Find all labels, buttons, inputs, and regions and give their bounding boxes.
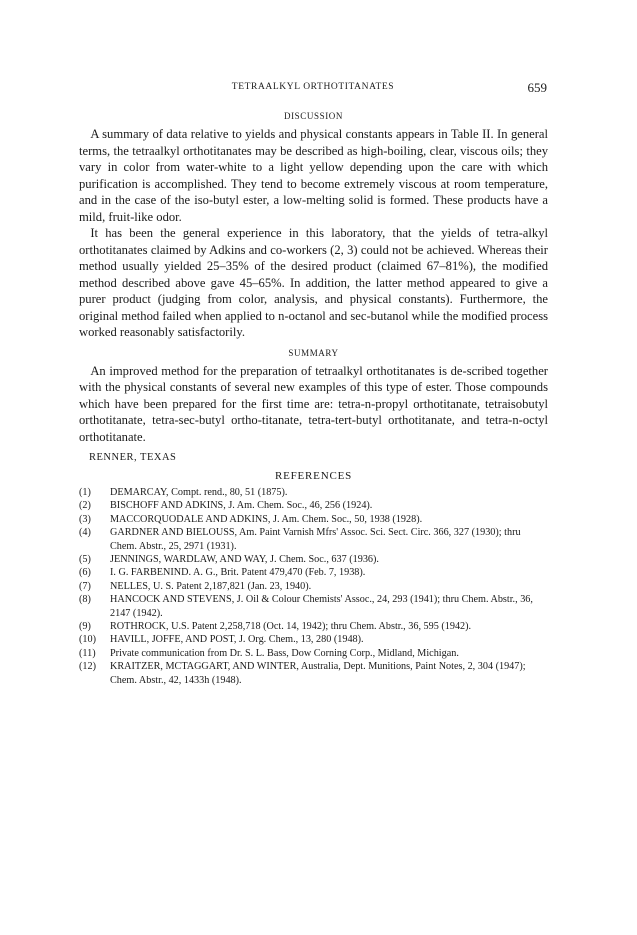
reference-text: BISCHOFF AND ADKINS, J. Am. Chem. Soc., 46, 256 (1924).: [110, 500, 373, 512]
summary-section: [79, 347, 548, 446]
summary-paragraph: An improved method for the preparation of tetraalkyl orthotitanates is de-scribed together with the physical constants of several new examples of this type of ester. Those compounds which have been prepared for the first time are: tetra-n-propyl orthotitanate, tetraisobutyl orthotitanate, tetra-sec-butyl ortho-titanate, tetra-tert-butyl orthotitanate, and tetra-n-octyl orthotitanate.: [79, 363, 548, 444]
reference-text: NELLES, U. S. Patent 2,187,821 (Jan. 23, 1940).: [110, 580, 312, 592]
references-section: [79, 469, 548, 687]
page-header: [79, 80, 547, 96]
reference-text: Private communication from Dr. S. L. Bass, Dow Corning Corp., Midland, Michigan.: [110, 647, 459, 659]
reference-item: [79, 553, 548, 566]
reference-text: ROTHROCK, U.S. Patent 2,258,718 (Oct. 14, 1942); thru Chem. Abstr., 36, 595 (1942).: [110, 621, 472, 633]
reference-number: (11): [79, 647, 96, 659]
running-title: TETRAALKYL ORTHOTITANATES: [231, 82, 395, 92]
reference-text: HANCOCK AND STEVENS, J. Oil & Colour Chemists' Assoc., 24, 293 (1941); thru Chem. Abstr., 36, 2147 (1942).: [110, 594, 533, 619]
reference-text: HAVILL, JOFFE, AND POST, J. Org. Chem., 13, 280 (1948).: [110, 634, 364, 646]
references-heading: REFERENCES: [274, 470, 353, 482]
reference-list: [79, 486, 548, 687]
reference-number: (8): [79, 594, 91, 606]
reference-number: (6): [79, 567, 91, 579]
reference-number: (10): [79, 634, 96, 646]
page-number: 659: [527, 80, 547, 95]
reference-number: (7): [79, 580, 91, 592]
author-location: RENNER, TEXAS: [89, 452, 177, 463]
reference-number: (5): [79, 554, 91, 566]
reference-text: I. G. FARBENIND. A. G., Brit. Patent 479,470 (Feb. 7, 1938).: [110, 567, 366, 579]
reference-item: [79, 580, 548, 593]
reference-item: [79, 513, 548, 526]
article-body: [79, 110, 548, 687]
reference-number: (1): [79, 487, 91, 498]
discussion-section: [79, 110, 548, 341]
reference-text: KRAITZER, MCTAGGART, AND WINTER, Australia, Dept. Munitions, Paint Notes, 2, 304 (1947); Chem. Abstr., 42, 1433h (1948).: [110, 661, 526, 686]
discussion-heading: DISCUSSION: [283, 111, 343, 121]
discussion-paragraph-2: It has been the general experience in this laboratory, that the yields of tetra-alkyl orthotitanates claimed by Adkins and co-workers (2, 3) could not be achieved. Whereas their method usually yielded 25–35% of the desired product (claimed 67–81%), the modified method described above gave 45–65%. In addition, the latter method appeared to give a purer product (judging from color, analysis, and physical constants). Furthermore, the original method failed when applied to n-octanol and sec-butanol while the modified process worked reasonably satisfactorily.: [79, 226, 548, 339]
reference-text: JENNINGS, WARDLAW, AND WAY, J. Chem. Soc., 637 (1936).: [110, 554, 379, 566]
reference-number: (2): [79, 500, 91, 512]
reference-item: [79, 486, 548, 499]
reference-item: [79, 593, 548, 620]
reference-number: (12): [79, 661, 96, 673]
reference-item: [79, 620, 548, 633]
reference-item: [79, 526, 548, 553]
reference-text: MACCORQUODALE AND ADKINS, J. Am. Chem. Soc., 50, 1938 (1928).: [110, 513, 423, 525]
reference-text: GARDNER AND BIELOUSS, Am. Paint Varnish Mfrs' Assoc. Sci. Sect. Circ. 366, 327 (1930); thru Chem. Abstr., 25, 2971 (1931).: [110, 527, 521, 552]
reference-number: (9): [79, 621, 91, 633]
reference-item: [79, 566, 548, 579]
reference-item: [79, 660, 548, 687]
discussion-paragraph-1: A summary of data relative to yields and physical constants appears in Table II. In general terms, the tetraalkyl orthotitanates may be described as high-boiling, clear, viscous oils; they vary in color from water-white to a light yellow depending upon the care with which purification is accomplished. They tend to become extremely viscous at room temperature, and in the case of the iso-butyl ester, a low-melting solid is formed. These products have a mild, fruit-like odor.: [79, 127, 548, 224]
summary-heading: SUMMARY: [288, 347, 339, 358]
reference-number: (3): [79, 513, 91, 525]
reference-number: (4): [79, 527, 91, 539]
reference-text: DEMARCAY, Compt. rend., 80, 51 (1875).: [110, 487, 288, 498]
reference-item: [79, 499, 548, 512]
reference-item: [79, 633, 548, 646]
reference-item: [79, 647, 548, 660]
